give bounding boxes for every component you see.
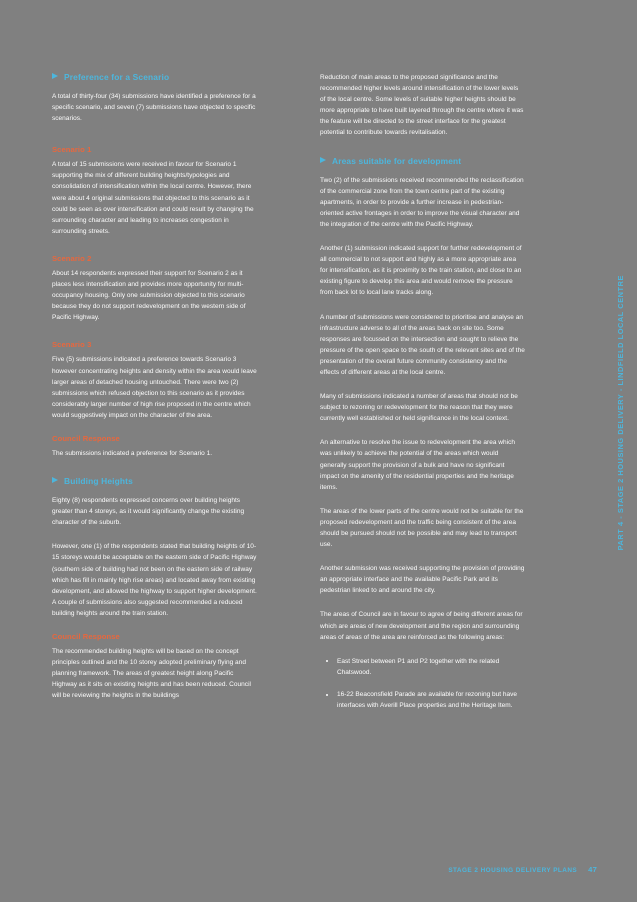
continued-paragraph: Reduction of main areas to the proposed significance and the recommended higher levels around intensification of the lower levels of the local centre. Some levels of suitable higher heights should be more appropriate to have built layered through the centre where it was the feature will be directed to the street interface for the greatest potential to contribute towards revitalisation. — [320, 74, 524, 137]
triangle-right-icon — [320, 157, 326, 163]
section-heading-building-heights — [52, 476, 257, 486]
right-column — [320, 72, 525, 722]
running-head-rail — [597, 0, 637, 902]
section-heading-areas-suitable — [320, 156, 525, 166]
analysis-paragraph-3: The areas of Council are in favour to agree of being different areas for which are areas of new development and the region and surrounding areas of areas of the area are reinforced as the following areas: — [320, 611, 523, 641]
section-heading-label: Preference for a Scenario — [64, 72, 170, 82]
sub-heading-scenario-1: Scenario 1 — [52, 145, 92, 155]
sub-heading-council-response-1: Council Response — [52, 433, 120, 443]
areas-suitable-paragraph-2: Another (1) submission indicated support for further redevelopment of all commercial to not support and highly as a more appropriate area for intensification, as it is proximity to the train station, and close to an existing figure to develop this area and would remove the pressure from back lot to local lane tracks along. — [320, 245, 522, 297]
building-heights-paragraph-1: Eighty (8) respondents expressed concerns over building heights greater than 4 storeys, as it would significantly change the existing character of the suburb. — [52, 497, 245, 527]
page-number: 47 — [588, 865, 597, 874]
areas-suitable-paragraph-3: A number of submissions were considered to prioritise and analyse an infrastructure adverse to all of the areas back on site too. Some responses are focussed on the intersection and sought to relieve the pressure of the open space to the south of the relevant sites and of the presentation of the overall future community consistency and the effects of different areas at the local centre. — [320, 313, 525, 376]
areas-suitable-paragraph-4: Many of submissions indicated a number of areas that should not be subject to rezoning or redevelopment for the reason that they were currently well established or held significance in the local context. — [320, 393, 518, 423]
scenario-1-paragraph: A total of 15 submissions were received in favour for Scenario 1 supporting the mix of different building heights/typologies and consolidation of intensification within the local centre. However, there were about 4 original submissions that objected to this scenario as it could be seen as over intensification and could result by changing the surrounding character and leading to increases congestion in surrounding streets. — [52, 161, 254, 235]
council-response-1-paragraph: The submissions indicated a preference for Scenario 1. — [52, 449, 213, 457]
areas-suitable-paragraph-1: Two (2) of the submissions received recommended the reclassification of the commercial zone from the town centre part of the existing apartments, in order to provide a further increase in pedestrian-oriented active frontages in order to improve the visual character and the integration of the centre with the Pacific Highway. — [320, 176, 524, 228]
analysis-paragraph-1: The areas of the lower parts of the centre would not be suitable for the proposed redevelopment and the traffic being consistent of the area should be pursued should not be possible and may lead to transport use. — [320, 507, 524, 549]
sub-heading-council-response-2: Council Response — [52, 632, 120, 641]
list-item: 16-22 Beaconsfield Parade are available for rezoning but have interfaces with Averill Place properties and the Heritage Item. — [320, 689, 525, 711]
preference-intro-paragraph: A total of thirty-four (34) submissions have identified a preference for a specific scenario, and seven (7) submissions have objected to specific scenarios. — [52, 93, 256, 123]
areas-suitable-paragraph-5: An alternative to resolve the issue to redevelopment the area which was unlikely to achieve the potential of the areas which would generally support the provision of a bulk and have no significant impact on the amenity of the residential properties and the heritage items. — [320, 439, 516, 491]
triangle-right-icon — [52, 73, 58, 79]
running-head-text: PART 4 - STAGE 2 HOUSING DELIVERY - LINDFIELD LOCAL CENTRE — [616, 274, 625, 550]
scenario-3-paragraph: Five (5) submissions indicated a preference towards Scenario 3 however concentrating heights and density within the area would leave larger areas of detached housing untouched. There were two (2) submissions which refused objection to this scenario as it provides considerably larger number of high rise proposed in the centre which would suggestively impact on the character of the area. — [52, 356, 257, 419]
page-footer — [448, 865, 597, 874]
section-heading-label: Areas suitable for development — [332, 155, 462, 166]
analysis-paragraph-2: Another submission was received supporting the provision of providing an appropriate interface and the available Pacific Park and its pedestrian linked to and around the city. — [320, 565, 525, 595]
council-response-2-paragraph: The recommended building heights will be based on the concept principles outlined and the 10 storey adopted preliminary flying and planning framework. The areas of greatest height along Pacific Highway as it sits on existing heights and has been reduced. Council will be reviewing the heights in the buildings — [52, 648, 252, 700]
left-column — [52, 72, 257, 714]
list-item: East Street between P1 and P2 together with the related Chatswood. — [320, 656, 525, 678]
sub-heading-scenario-3: Scenario 3 — [52, 340, 92, 350]
sub-heading-scenario-2: Scenario 2 — [52, 253, 92, 263]
section-heading-preference — [52, 72, 257, 82]
scenario-2-paragraph: About 14 respondents expressed their support for Scenario 2 as it places less intensification and provides more opportunity for multi-occupancy housing. Only one submission objected to this scenario because they do not support redevelopment on the western side of Pacific Highway. — [52, 269, 246, 322]
building-heights-paragraph-2: However, one (1) of the respondents stated that building heights of 10-15 storeys would be acceptable on the eastern side of Pacific Highway (southern side of building had not been on the eastern side of railway which has fill in mainly high rise areas) and located away from existing development, and allowed the highway to support higher development. A couple of submissions also suggested recommended a reduced building heights around the train station. — [52, 543, 257, 617]
footer-title: STAGE 2 HOUSING DELIVERY PLANS — [448, 867, 578, 874]
triangle-right-icon — [52, 477, 58, 483]
recommended-areas-list — [320, 656, 525, 711]
section-heading-label: Building Heights — [64, 476, 133, 487]
